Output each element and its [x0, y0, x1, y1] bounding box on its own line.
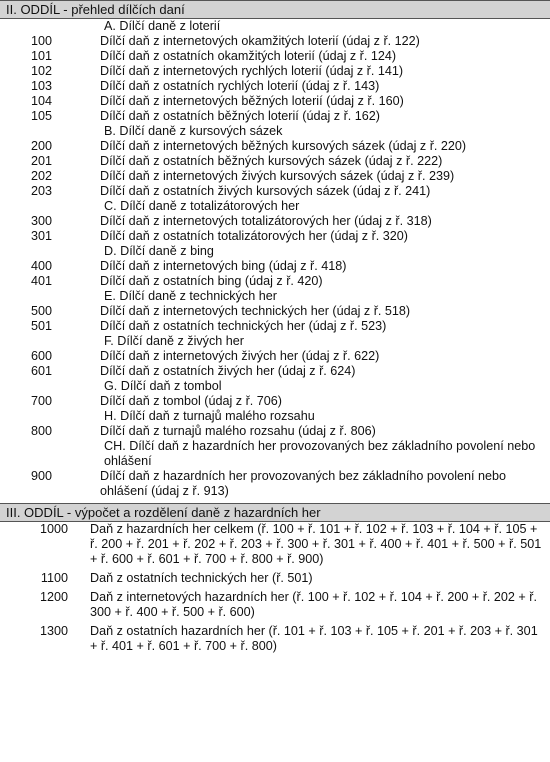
form-line [0, 394, 550, 409]
line-number: 800 [30, 424, 52, 438]
form-line [0, 34, 550, 49]
line-number: 105 [30, 109, 52, 123]
line-description: Dílčí daň z internetových živých her (údaj z ř. 622) [100, 349, 380, 363]
line-number: 100 [30, 34, 52, 48]
category-label: D. Dílčí daně z bing [104, 244, 214, 258]
line-description: Dílčí daň z internetových technických her (údaj z ř. 518) [100, 304, 411, 318]
line-description: Dílčí daň z internetových totalizátorových her (údaj z ř. 318) [100, 214, 432, 228]
form-line [0, 522, 550, 567]
line-description: Daň z hazardních her celkem (ř. 100 + ř. 101 + ř. 102 + ř. 103 + ř. 104 + ř. 105 + ř. 200 + ř. 201 + ř. 202 + ř. 203 + ř. 300 + ř. 301 + ř. 400 + ř. 401 + ř. 500 + ř. 501 + ř. 600 + ř. 601 + ř. 700 + ř. 800 + ř. 900) [90, 522, 542, 566]
line-description: Dílčí daň z ostatních běžných loterií (údaj z ř. 162) [100, 109, 380, 123]
form-line [0, 169, 550, 184]
form-line [0, 214, 550, 229]
line-number: 203 [30, 184, 52, 198]
form-line [0, 590, 550, 620]
category-heading [0, 409, 550, 424]
category-heading [0, 379, 550, 394]
category-label: B. Dílčí daně z kursových sázek [104, 124, 283, 138]
section-2-header: II. ODDÍL - přehled dílčích daní [0, 0, 550, 19]
line-description: Dílčí daň z tombol (údaj z ř. 706) [100, 394, 282, 408]
form-line [0, 109, 550, 124]
form-line [0, 94, 550, 109]
line-description: Dílčí daň z ostatních běžných kursových sázek (údaj z ř. 222) [100, 154, 443, 168]
form-line [0, 229, 550, 244]
form-line [0, 49, 550, 64]
line-description: Dílčí daň z internetových rychlých loterií (údaj z ř. 141) [100, 64, 404, 78]
line-number: 700 [30, 394, 52, 408]
category-label: CH. Dílčí daň z hazardních her provozovaných bez základního povolení nebo ohlášení [104, 439, 536, 468]
category-heading [0, 199, 550, 214]
category-heading [0, 289, 550, 304]
line-number: 600 [30, 349, 52, 363]
line-number: 101 [30, 49, 52, 63]
line-number: 300 [30, 214, 52, 228]
category-label: F. Dílčí daně z živých her [104, 334, 244, 348]
category-heading [0, 19, 550, 34]
line-number: 1100 [40, 571, 68, 585]
form-line [0, 469, 550, 499]
line-number: 1300 [39, 624, 68, 638]
category-label: A. Dílčí daně z loterií [104, 19, 221, 33]
section-3-rows [0, 522, 550, 654]
line-number: 301 [30, 229, 52, 243]
line-description: Dílčí daň z ostatních živých kursových sázek (údaj z ř. 241) [100, 184, 431, 198]
line-description: Daň z ostatních hazardních her (ř. 101 + ř. 103 + ř. 105 + ř. 201 + ř. 203 + ř. 301 + ř. 401 + ř. 601 + ř. 700 + ř. 800) [90, 624, 538, 653]
line-number: 401 [30, 274, 52, 288]
line-description: Daň z internetových hazardních her (ř. 100 + ř. 102 + ř. 104 + ř. 200 + ř. 202 + ř. 300 + ř. 400 + ř. 500 + ř. 600) [90, 590, 537, 619]
line-description: Dílčí daň z internetových bing (údaj z ř. 418) [100, 259, 347, 273]
category-heading [0, 334, 550, 349]
line-description: Dílčí daň z ostatních živých her (údaj z ř. 624) [100, 364, 356, 378]
category-label: H. Dílčí daň z turnajů malého rozsahu [104, 409, 315, 423]
form-line [0, 274, 550, 289]
line-number: 500 [30, 304, 52, 318]
line-number: 601 [30, 364, 52, 378]
form-line [0, 364, 550, 379]
form-line [0, 259, 550, 274]
form-line [0, 154, 550, 169]
line-number: 200 [30, 139, 52, 153]
form-line [0, 319, 550, 334]
form-line [0, 184, 550, 199]
line-description: Dílčí daň z internetových běžných loterií (údaj z ř. 160) [100, 94, 404, 108]
form-line [0, 349, 550, 364]
category-heading [0, 244, 550, 259]
line-description: Dílčí daň z turnajů malého rozsahu (údaj z ř. 806) [100, 424, 376, 438]
line-description: Dílčí daň z ostatních rychlých loterií (údaj z ř. 143) [100, 79, 380, 93]
section-2-rows [0, 19, 550, 499]
line-number: 1000 [39, 522, 68, 536]
line-number: 1200 [39, 590, 68, 604]
form-line [0, 79, 550, 94]
line-number: 501 [30, 319, 52, 333]
line-number: 900 [30, 469, 52, 483]
category-heading [0, 124, 550, 139]
category-label: C. Dílčí daně z totalizátorových her [104, 199, 300, 213]
line-description: Dílčí daň z internetových běžných kursových sázek (údaj z ř. 220) [100, 139, 467, 153]
category-heading [0, 439, 550, 469]
line-number: 201 [30, 154, 52, 168]
line-description: Dílčí daň z ostatních technických her (údaj z ř. 523) [100, 319, 387, 333]
section-3-header: III. ODDÍL - výpočet a rozdělení daně z hazardních her [0, 503, 550, 522]
form-line [0, 624, 550, 654]
line-number: 104 [30, 94, 52, 108]
form-line [0, 304, 550, 319]
category-label: G. Dílčí daň z tombol [104, 379, 222, 393]
line-number: 400 [30, 259, 52, 273]
form-line [0, 64, 550, 79]
line-number: 103 [30, 79, 52, 93]
form-line [0, 139, 550, 154]
category-label: E. Dílčí daně z technických her [104, 289, 277, 303]
line-description: Dílčí daň z hazardních her provozovaných bez základního povolení nebo ohlášení (údaj z ř. 913) [100, 469, 507, 498]
line-description: Dílčí daň z internetových živých kursových sázek (údaj z ř. 239) [100, 169, 455, 183]
line-description: Dílčí daň z ostatních totalizátorových her (údaj z ř. 320) [100, 229, 408, 243]
line-number: 202 [30, 169, 52, 183]
line-number: 102 [30, 64, 52, 78]
line-description: Daň z ostatních technických her (ř. 501) [90, 571, 313, 585]
line-description: Dílčí daň z ostatních bing (údaj z ř. 420) [100, 274, 323, 288]
line-description: Dílčí daň z internetových okamžitých loterií (údaj z ř. 122) [100, 34, 420, 48]
form-line [0, 424, 550, 439]
form-line [0, 571, 550, 586]
line-description: Dílčí daň z ostatních okamžitých loterií (údaj z ř. 124) [100, 49, 397, 63]
